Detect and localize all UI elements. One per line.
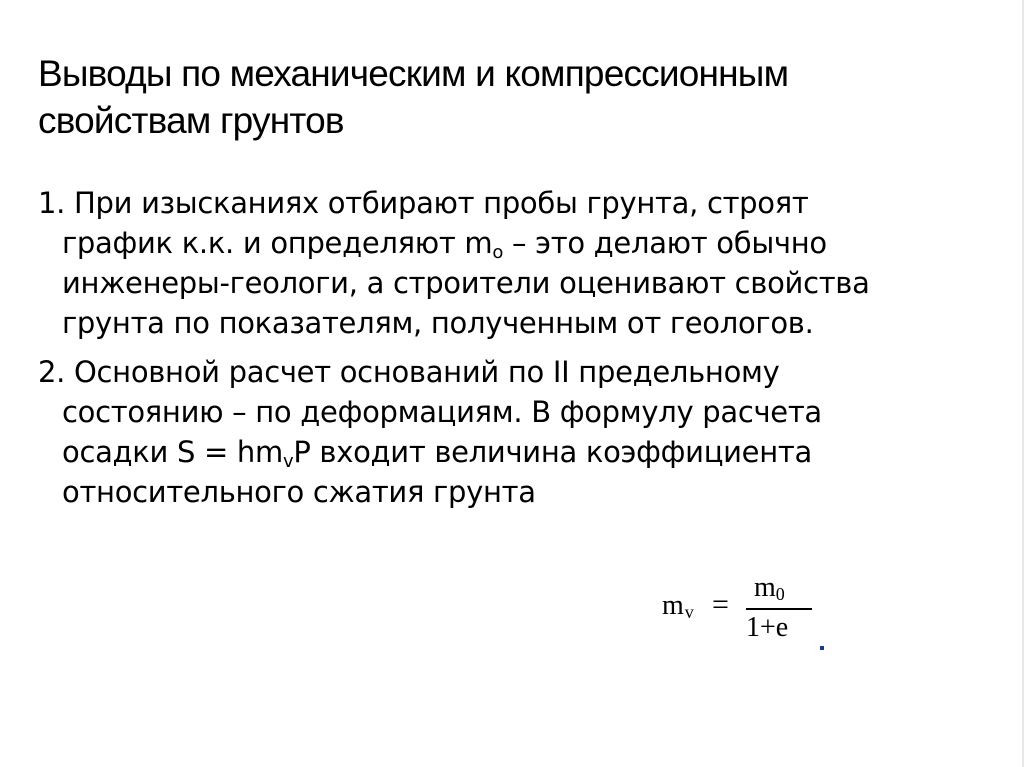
item-2-line-3-text-a: осадки S = hm	[62, 435, 283, 469]
formula-lhs-symbol: m	[662, 590, 685, 621]
item-1-line-2-text-b: – это делают обычно	[503, 226, 827, 260]
fraction-bar	[746, 608, 812, 610]
formula-equals: =	[712, 588, 729, 621]
slide-title-line-1: Выводы по механическим и компрессионным	[38, 53, 789, 94]
formula-artifact-dot	[820, 646, 824, 650]
slide-title	[38, 50, 978, 144]
item-1-line-4: грунта по показателям, полученным от геологов.	[62, 306, 814, 340]
list-item-2	[38, 352, 978, 512]
item-1-line-2	[38, 223, 978, 263]
item-2-line-1: 2. Основной расчет оснований по II предельному	[38, 355, 780, 389]
item-2-line-2: состоянию – по деформациям. В формулу расчета	[62, 395, 822, 429]
item-1-line-2-text-a: график к.к. и определяют m	[62, 226, 493, 260]
item-2-line-3-text-b: P входит величина коэффициента	[293, 435, 812, 469]
slide-title-line-2: свойствам грунтов	[38, 100, 344, 141]
item-2-line-3	[38, 432, 978, 472]
subscript-o: o	[492, 242, 504, 263]
list-item-1	[38, 183, 978, 343]
item-1-line-1: 1. При изысканиях отбирают пробы грунта, строят	[38, 186, 809, 220]
formula-numerator	[754, 572, 785, 604]
slide-body	[38, 183, 978, 521]
subscript-v: v	[282, 451, 294, 472]
formula	[662, 572, 842, 652]
formula-lhs	[662, 590, 695, 622]
formula-numerator-symbol: m	[754, 572, 776, 603]
formula-lhs-subscript: v	[684, 602, 695, 622]
formula-numerator-subscript: 0	[775, 584, 785, 604]
item-2-line-4: относительного сжатия грунта	[62, 475, 536, 509]
item-1-line-3: инженеры-геологи, а строители оценивают свойства	[62, 266, 870, 300]
formula-denominator: 1+e	[746, 612, 789, 643]
